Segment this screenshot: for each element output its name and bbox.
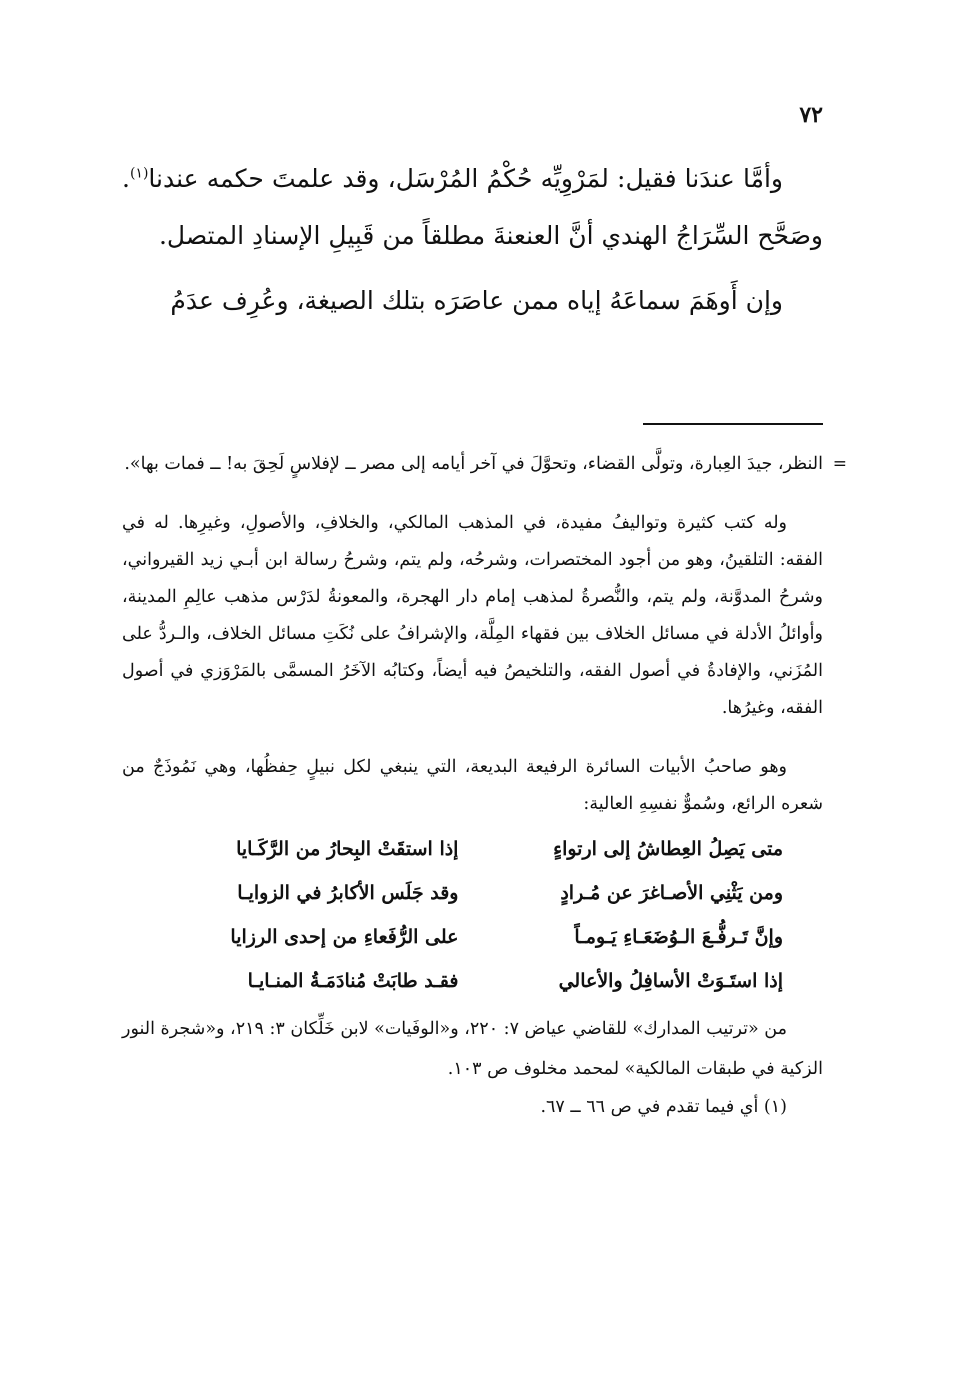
main-text <box>122 150 823 329</box>
poem-verse <box>122 915 823 959</box>
verse-first-hemistich: وإنَّ تَـرفُّـعَ الـوُضَعَـاءِ يَـومـاً <box>574 926 783 948</box>
footnote-continuation: النظر، جيدَ العِبارة، وتولَّى القضاء، وتحوَّلَ في آخر أيامه إلى مصر ــ لإفلاسٍ لَحِقَ به! ــ فمات بها». <box>124 454 823 474</box>
footnotes <box>122 446 847 1126</box>
footnote-books-paragraph: وله كتب كثيرة وتواليفُ مفيدة، في المذهب المالكي، والخلافِ، والأصولِ، وغيرِها. له في الفقه: التلقينُ، وهو من أجود المختصرات، وشرحُه، ولم يتم، وشرحُ رسالة ابن أبـي زيد القيرواني، وشرحُ المدوَّنة، ولم يتم، والنُّصرةُ لمذهب إمام دار الهجرة، والمعونةُ لدَرْس مذهب عالِمِ المدينة، وأوائلُ الأدلة في مسائل الخلاف بين فقهاء المِلَّة، والإشرافُ على نُكَتِ مسائل الخلاف، والـردُّ على المُزَني، والإفادةُ في أصول الفقه، والتلخيصُ فيه أيضاً، وكتابُه الآخَرُ المسمَّى بالمَرْوَزي في أصول الفقه، وغيرُها. <box>122 513 823 718</box>
footnote-ref-1[interactable]: (١) <box>129 165 149 182</box>
poem-verse <box>122 871 823 915</box>
footnote-poem-intro: وهو صاحبُ الأبيات السائرة الرفيعة البديعة، التي ينبغي لكل نبيلٍ حِفظُها، وهي نَمُوذَجٌ من شعره الرائع، وسُموٌّ نفسِهِ العالية: <box>122 757 823 814</box>
main-paragraph-1-text-2: . وصَحَّح السِّرَاجُ الهندي أنَّ العنعنةَ مطلقاً من قَبِيلِ الإسنادِ المتصل. <box>122 164 823 250</box>
verse-first-hemistich: ومن يَثْنِي الأصـاغرَ عن مُـرادٍ <box>560 882 783 904</box>
continuation-mark: = <box>832 454 847 474</box>
verse-first-hemistich: إذا استَـوَتْ الأسافِلُ والأعالي <box>558 970 783 992</box>
main-paragraph-2: وإن أَوهَمَ سماعَهُ إياه ممن عاصَرَه بتلك الصيغة، وعُرِف عدَمُ <box>170 286 783 315</box>
page-number: ٧٢ <box>799 102 823 128</box>
poem-verse <box>122 827 823 871</box>
footnote-separator <box>643 423 823 425</box>
verse-second-hemistich: إذا استقَتْ البِحارُ من الرَّكَـايا <box>236 838 459 860</box>
verse-first-hemistich: متى يَصِلُ العِطاشُ إلى ارتواءٍ <box>553 838 783 860</box>
footnote-1: (١) أي فيما تقدم في ص ٦٦ ــ ٦٧. <box>540 1097 787 1117</box>
poem-verse <box>122 959 823 1003</box>
verse-second-hemistich: وقد جَلَس الأكابرُ في الزوايـا <box>237 882 459 904</box>
verse-second-hemistich: على الرُّفَعاءِ من إحدى الرزايا <box>230 926 459 948</box>
footnote-continuation-block <box>122 446 847 483</box>
main-paragraph-1 <box>122 150 823 264</box>
verse-second-hemistich: فقـد طابَتْ مُنادَمَـةُ المنـايـا <box>247 970 459 992</box>
poem <box>122 827 823 1003</box>
main-paragraph-1-text: وأمَّا عندَنا فقيل: لمَرْوِيِّه حُكْمُ المُرْسَل، وقد علمتَ حكمه عندنا <box>148 164 783 193</box>
footnote-sources: من «ترتيب المدارك» للقاضي عياض ٧: ٢٢٠، و«الوفَيات» لابن خَلِّكان ٣: ٢١٩، و«شجرة النور الزكية في طبقات المالكية» لمحمد مخلوف ص ١٠٣. <box>122 1019 823 1079</box>
